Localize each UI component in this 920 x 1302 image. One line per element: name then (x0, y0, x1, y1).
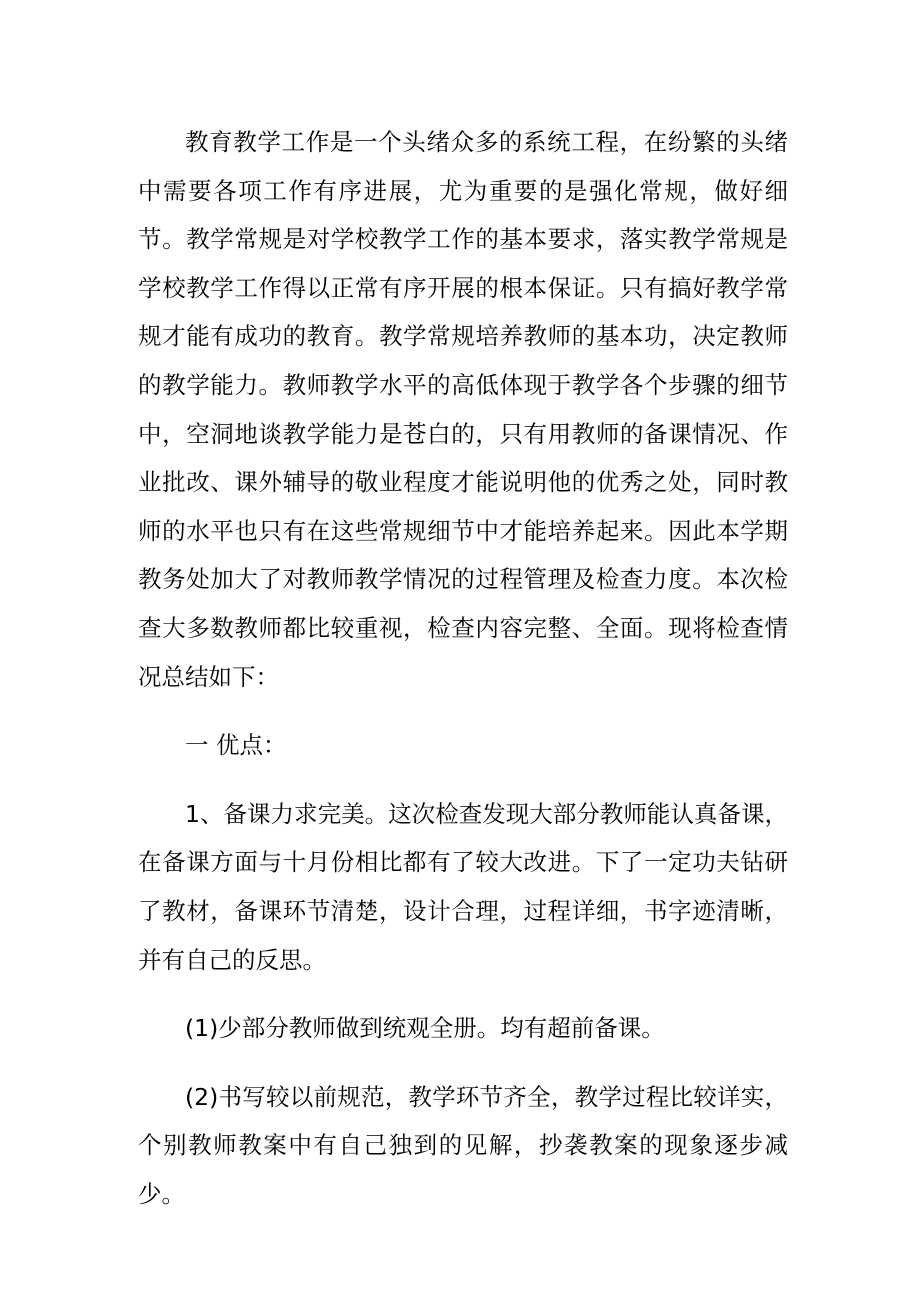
subpoint-1-paragraph: (1)少部分教师做到统观全册。均有超前备课。 (185, 1014, 665, 1043)
subpoint-2-paragraph: (2)书写较以前规范，教学环节齐全，教学过程比较详实，个别教师教案中有自己独到的见解，抄袭教案的现象逐步减少。 (138, 1082, 788, 1208)
section-heading-advantages: 一 优点： (185, 731, 287, 760)
point-1-paragraph: 1、备课力求完美。这次检查发现大部分教师能认真备课，在备课方面与十月份相比都有了较大改进。下了一定功夫钻研了教材，备课环节清楚，设计合理，过程详细，书字迹清晰，并有自己的反思。 (138, 799, 788, 974)
document-page (138, 118, 788, 1218)
intro-paragraph: 教育教学工作是一个头绪众多的系统工程，在纷繁的头绪中需要各项工作有序进展，尤为重要的是强化常规，做好细节。教学常规是对学校教学工作的基本要求，落实教学常规是学校教学工作得以正常有序开展的根本保证。只有搞好教学常规才能有成功的教育。教学常规培养教师的基本功，决定教师的教学能力。教师教学水平的高低体现于教学各个步骤的细节中，空洞地谈教学能力是苍白的，只有用教师的备课情况、作业批改、课外辅导的敬业程度才能说明他的优秀之处，同时教师的水平也只有在这些常规细节中才能培养起来。因此本学期教务处加大了对教师教学情况的过程管理及检查力度。本次检查大多数教师都比较重视，检查内容完整、全面。现将检查情况总结如下： (138, 128, 788, 691)
